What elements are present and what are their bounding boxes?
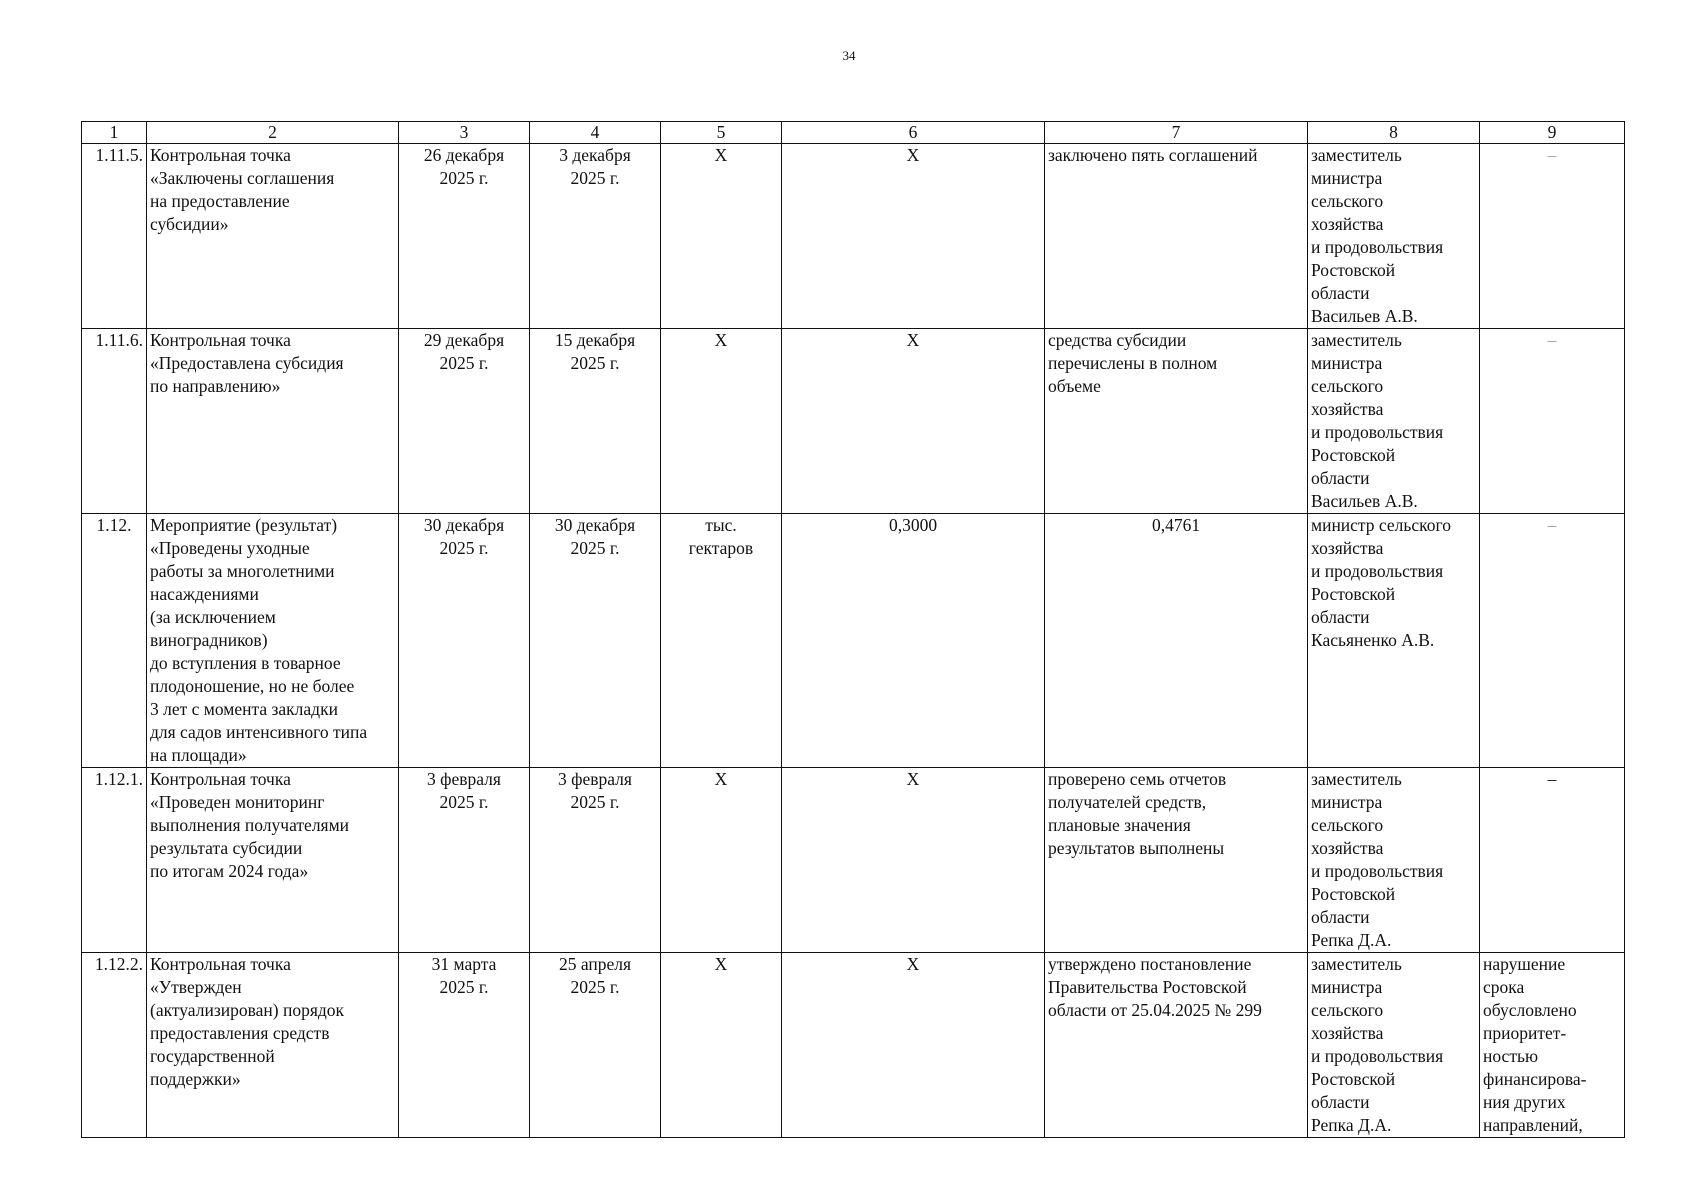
- column-header-7: 7: [1045, 122, 1308, 144]
- row-note: –: [1480, 144, 1625, 329]
- row-fact-date: 25 апреля 2025 г.: [530, 953, 661, 1138]
- results-table: [81, 121, 1625, 1138]
- row-plan-date: 26 декабря 2025 г.: [399, 144, 530, 329]
- column-header-6: 6: [782, 122, 1045, 144]
- row-name: Контрольная точка «Проведен мониторинг выполнения получателями результата субсидии по итогам 2024 года»: [147, 768, 399, 953]
- row-fact-value: 0,4761: [1045, 514, 1308, 768]
- row-unit: Х: [661, 329, 782, 514]
- row-responsible: заместитель министра сельского хозяйства и продовольствия Ростовской области Репка Д.А.: [1308, 768, 1480, 953]
- row-plan-date: 29 декабря 2025 г.: [399, 329, 530, 514]
- column-header-4: 4: [530, 122, 661, 144]
- column-header-8: 8: [1308, 122, 1480, 144]
- row-unit: тыс. гектаров: [661, 514, 782, 768]
- row-responsible: заместитель министра сельского хозяйства и продовольствия Ростовской области Васильев А.В.: [1308, 329, 1480, 514]
- row-fact-date: 30 декабря 2025 г.: [530, 514, 661, 768]
- row-name: Контрольная точка «Предоставлена субсидия по направлению»: [147, 329, 399, 514]
- row-plan-value: Х: [782, 144, 1045, 329]
- row-responsible: заместитель министра сельского хозяйства и продовольствия Ростовской области Репка Д.А.: [1308, 953, 1480, 1138]
- row-plan-value: Х: [782, 329, 1045, 514]
- row-plan-value: Х: [782, 953, 1045, 1138]
- row-fact-date: 3 февраля 2025 г.: [530, 768, 661, 953]
- row-note: нарушение срока обусловлено приоритет- ностью финансирова- ния других направлений,: [1480, 953, 1625, 1138]
- column-header-2: 2: [147, 122, 399, 144]
- row-note: –: [1480, 768, 1625, 953]
- row-name: Контрольная точка «Утвержден (актуализирован) порядок предоставления средств государственной поддержки»: [147, 953, 399, 1138]
- row-name: Мероприятие (результат) «Проведены уходные работы за многолетними насаждениями (за исключением виноградников) до вступления в товарное плодоношение, но не более 3 лет с момента закладки для садов интенсивного типа на площади»: [147, 514, 399, 768]
- row-responsible: заместитель министра сельского хозяйства и продовольствия Ростовской области Васильев А.В.: [1308, 144, 1480, 329]
- row-note: –: [1480, 329, 1625, 514]
- row-plan-date: 31 марта 2025 г.: [399, 953, 530, 1138]
- row-plan-date: 3 февраля 2025 г.: [399, 768, 530, 953]
- table-row: [82, 329, 1625, 514]
- row-unit: Х: [661, 768, 782, 953]
- row-responsible: министр сельского хозяйства и продовольствия Ростовской области Касьяненко А.В.: [1308, 514, 1480, 768]
- row-plan-date: 30 декабря 2025 г.: [399, 514, 530, 768]
- column-header-5: 5: [661, 122, 782, 144]
- row-note: –: [1480, 514, 1625, 768]
- table-row: [82, 514, 1625, 768]
- row-plan-value: Х: [782, 768, 1045, 953]
- column-header-1: 1: [82, 122, 147, 144]
- row-unit: Х: [661, 953, 782, 1138]
- column-header-3: 3: [399, 122, 530, 144]
- row-fact-value: средства субсидии перечислены в полном объеме: [1045, 329, 1308, 514]
- row-fact-value: утверждено постановление Правительства Ростовской области от 25.04.2025 № 299: [1045, 953, 1308, 1138]
- row-fact-value: заключено пять соглашений: [1045, 144, 1308, 329]
- row-number: 1.12.: [82, 514, 147, 768]
- row-fact-date: 15 декабря 2025 г.: [530, 329, 661, 514]
- row-number: 1.11.6.: [82, 329, 147, 514]
- row-number: 1.12.1.: [82, 768, 147, 953]
- row-number: 1.12.2.: [82, 953, 147, 1138]
- row-fact-date: 3 декабря 2025 г.: [530, 144, 661, 329]
- page-number: 34: [842, 48, 856, 63]
- table-row: [82, 768, 1625, 953]
- column-header-9: 9: [1480, 122, 1625, 144]
- row-fact-value: проверено семь отчетов получателей средств, плановые значения результатов выполнены: [1045, 768, 1308, 953]
- row-name: Контрольная точка «Заключены соглашения на предоставление субсидии»: [147, 144, 399, 329]
- row-unit: Х: [661, 144, 782, 329]
- table-row: [82, 953, 1625, 1138]
- column-number-row: [82, 122, 1625, 144]
- row-plan-value: 0,3000: [782, 514, 1045, 768]
- row-number: 1.11.5.: [82, 144, 147, 329]
- table-row: [82, 144, 1625, 329]
